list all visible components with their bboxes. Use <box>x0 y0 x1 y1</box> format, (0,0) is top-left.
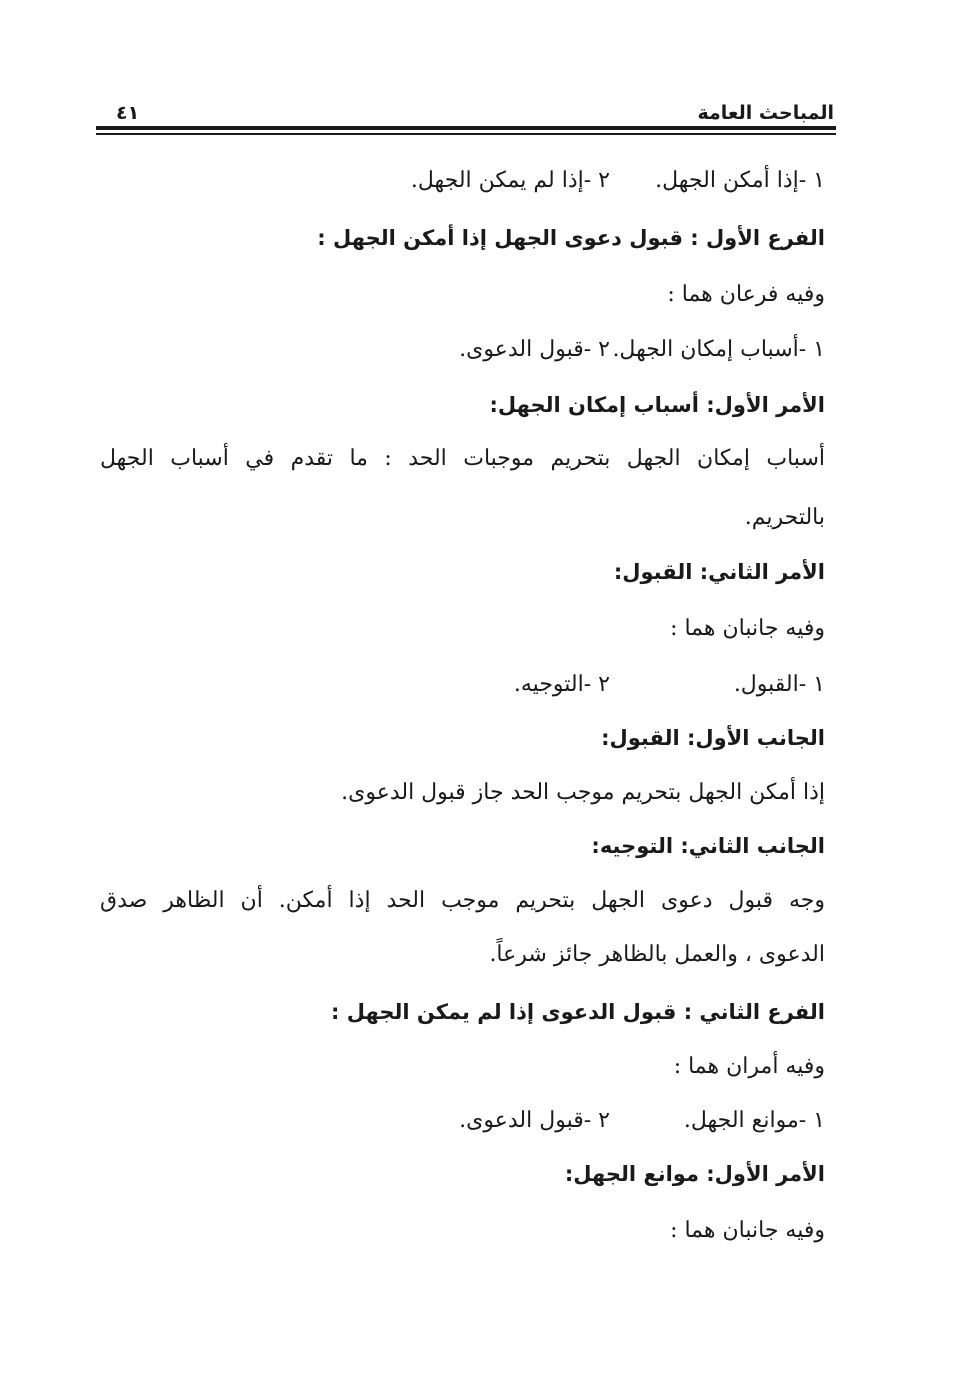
list-item: ١ -إذا أمكن الجهل. <box>655 168 825 193</box>
page-number: ٤١ <box>116 102 140 124</box>
section-heading: الأمر الثاني: القبول: <box>613 560 825 584</box>
paragraph: وفيه أمران هما : <box>673 1054 825 1079</box>
paragraph: وفيه جانبان هما : <box>670 1218 825 1243</box>
list-item: ١ -موانع الجهل. <box>683 1108 825 1133</box>
list-item: ٢ -قبول الدعوى. <box>459 337 610 362</box>
list-row <box>200 1108 825 1134</box>
list-row <box>200 672 825 698</box>
paragraph-line: الدعوى ، والعمل بالظاهر جائز شرعاً. <box>489 942 825 967</box>
list-item: ٢ -إذا لم يمكن الجهل. <box>410 168 610 193</box>
paragraph: وفيه فرعان هما : <box>667 282 825 307</box>
section-heading: الفرع الثاني : قبول الدعوى إذا لم يمكن الجهل : <box>331 1000 825 1024</box>
list-item: ١ -أسباب إمكان الجهل. <box>612 337 825 362</box>
section-heading: الجانب الأول: القبول: <box>601 726 825 750</box>
list-row <box>200 337 825 363</box>
section-heading: الأمر الأول: أسباب إمكان الجهل: <box>489 393 825 417</box>
list-row-cases <box>200 168 825 194</box>
header-rule-thin <box>96 133 836 135</box>
running-title: المباحث العامة <box>697 102 834 124</box>
header-rule-thick <box>96 126 836 130</box>
paragraph-line: أسباب إمكان الجهل بتحريم موجبات الحد : ما تقدم في أسباب الجهل <box>100 446 825 471</box>
paragraph-line: وجه قبول دعوى الجهل بتحريم موجب الحد إذا أمكن. أن الظاهر صدق <box>100 888 825 913</box>
page-header <box>98 84 834 124</box>
section-heading: الفرع الأول : قبول دعوى الجهل إذا أمكن الجهل : <box>317 226 825 250</box>
paragraph: وفيه جانبان هما : <box>670 616 825 641</box>
list-item: ٢ -قبول الدعوى. <box>459 1108 610 1133</box>
paragraph: إذا أمكن الجهل بتحريم موجب الحد جاز قبول الدعوى. <box>341 780 825 805</box>
list-item: ٢ -التوجيه. <box>513 672 610 697</box>
section-heading: الأمر الأول: موانع الجهل: <box>564 1162 825 1186</box>
list-item: ١ -القبول. <box>733 672 825 697</box>
section-heading: الجانب الثاني: التوجيه: <box>591 834 825 858</box>
paragraph-line: بالتحريم. <box>744 505 825 530</box>
